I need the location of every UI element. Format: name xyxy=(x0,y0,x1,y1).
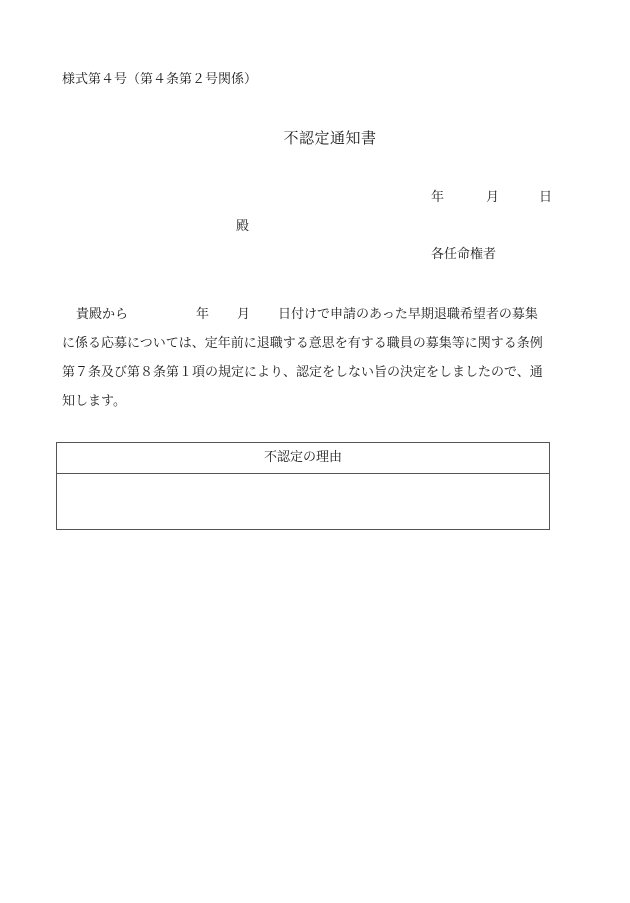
body-line1-year: 年 xyxy=(196,307,210,322)
addressee-suffix: 殿 xyxy=(236,219,250,234)
body-line-4: 知します。 xyxy=(62,394,126,409)
body-line-1 xyxy=(62,303,554,322)
form-number: 様式第４号（第４条第２号関係） xyxy=(62,72,258,87)
reason-table-header: 不認定の理由 xyxy=(57,443,549,474)
date-year-label: 年 xyxy=(431,190,445,205)
body-line1-intro: 貴殿から xyxy=(76,307,129,322)
body-line-2: に係る応募については、定年前に退職する意思を有する職員の募集等に関する条例 xyxy=(62,336,543,351)
reason-table-content xyxy=(57,474,549,530)
body-line-3: 第７条及び第８条第１項の規定により、認定をしない旨の決定をしましたので、通 xyxy=(62,365,543,380)
date-month-label: 月 xyxy=(486,190,500,205)
document-title: 不認定通知書 xyxy=(283,129,377,147)
reason-table xyxy=(56,442,550,530)
body-line1-month: 月 xyxy=(237,307,251,322)
issuer-name: 各任命権者 xyxy=(431,247,497,262)
date-day-label: 日 xyxy=(539,190,553,205)
body-line1-rest: 日付けで申請のあった早期退職希望者の募集 xyxy=(278,307,538,322)
